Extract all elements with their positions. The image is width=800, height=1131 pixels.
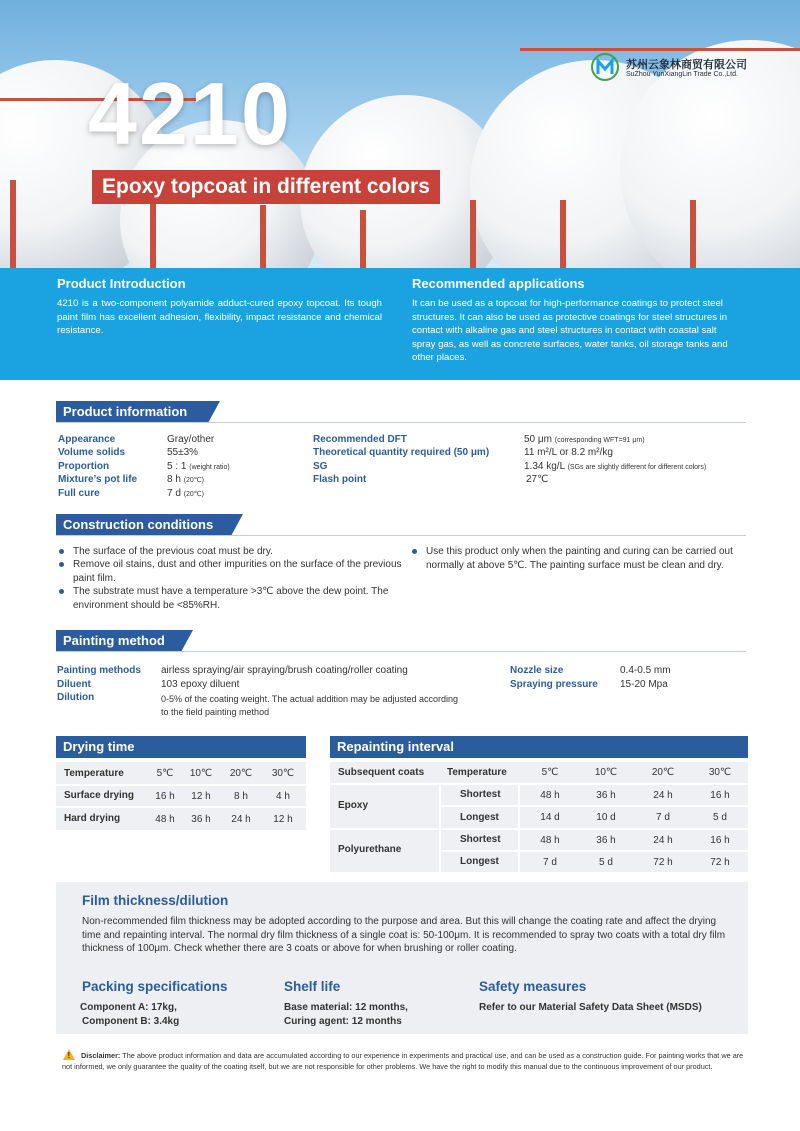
condition-item: The surface of the previous coat must be dry. [57, 545, 403, 559]
table-cell: 36 h [596, 835, 616, 846]
product-code-title: 4210 [88, 64, 292, 163]
table-header-cell: 30℃ [708, 767, 732, 778]
shelf-life-heading: Shelf life [284, 979, 341, 994]
table-cell: 5 d [599, 857, 613, 868]
interval-label: Shortest [460, 834, 501, 845]
info-value: 50 μm (corresponding WFT=91 μm) [524, 434, 645, 445]
table-row-label: Surface drying [64, 790, 135, 801]
table-cell: 12 h [191, 791, 211, 802]
divider [56, 422, 746, 423]
table-cell: 8 h [234, 791, 248, 802]
table-cell: 16 h [710, 835, 730, 846]
company-name-cn: 苏州云象林商贸有限公司 [626, 59, 747, 71]
additional-info-box [56, 882, 748, 1034]
table-cell: 16 h [155, 791, 175, 802]
info-label: Flash point [313, 474, 367, 485]
row-divider [56, 784, 306, 786]
table-cell: 16 h [710, 790, 730, 801]
table-header-cell: 5℃ [156, 768, 174, 779]
info-label: Volume solids [58, 447, 126, 458]
painting-label: Spraying pressure [510, 679, 598, 690]
hero-banner [0, 0, 800, 268]
table-header-cell: Subsequent coats [338, 767, 425, 778]
table-header-cell: Temperature [64, 768, 124, 779]
info-label: Appearance [58, 434, 116, 445]
divider [56, 651, 746, 652]
table-cell: 24 h [653, 790, 673, 801]
table-cell: 36 h [191, 814, 211, 825]
table-cell: 4 h [276, 791, 290, 802]
painting-label: Painting methods [57, 665, 141, 676]
warning-icon-mark: ! [67, 1051, 71, 1060]
pipe-rail [520, 48, 800, 51]
info-label: Proportion [58, 461, 110, 472]
row-divider [330, 828, 748, 830]
tank-leg [690, 200, 696, 268]
product-info-header [56, 401, 746, 423]
disclaimer-label: Disclaimer: [81, 1051, 121, 1060]
shelf-life-line: Curing agent: 12 months [284, 1016, 402, 1027]
disclaimer-text: The above product information and data are accumulated according to our experience in experiments and practical use, and can be used as a construction guide. For painting works that we are not informed, we only guarantee the quality of the coating itself, but we are not responsible for other problems. We have the right to modify this manual due to the continuous improvement of our product. [62, 1051, 744, 1071]
applications-heading: Recommended applications [412, 276, 585, 291]
safety-heading: Safety measures [479, 979, 587, 994]
table-cell: 48 h [155, 814, 175, 825]
info-label: Theoretical quantity required (50 μm) [313, 447, 490, 458]
info-label: SG [313, 461, 328, 472]
condition-item: Remove oil stains, dust and other impurities on the surface of the previous paint film. [57, 558, 403, 585]
tank-leg [360, 210, 366, 268]
construction-header [56, 514, 746, 536]
info-value: 5 : 1 (weight ratio) [167, 461, 230, 472]
coat-type-label: Polyurethane [338, 844, 402, 855]
info-value: 55±3% [167, 447, 199, 458]
info-value: 11 m²/L or 8.2 m²/kg [524, 447, 613, 458]
info-value: 1.34 kg/L (SGs are slightly different for different colors) [524, 461, 707, 472]
table-cell: 72 h [710, 857, 730, 868]
table-header-cell: 10℃ [594, 767, 618, 778]
row-divider [56, 806, 306, 808]
tank-leg [150, 200, 156, 268]
info-value: Gray/other [167, 434, 215, 445]
coat-type-label: Epoxy [338, 800, 369, 811]
table-cell: 48 h [540, 790, 560, 801]
row-divider [330, 783, 748, 785]
company-logo-icon [590, 52, 620, 82]
drying-time-title: Drying time [56, 736, 306, 758]
condition-item: The substrate must have a temperature >3℃ above the dew point. The environment should be <85%RH. [57, 585, 403, 612]
table-cell: 10 d [596, 812, 616, 823]
interval-label: Longest [460, 812, 499, 823]
painting-label: Dilution [57, 692, 95, 703]
table-cell: 5 d [713, 812, 727, 823]
info-value: 8 h (20℃) [167, 474, 204, 485]
tank-leg [470, 200, 476, 268]
section-title: Construction conditions [56, 514, 231, 536]
info-label: Mixture’s pot life [58, 474, 138, 485]
table-cell: 24 h [231, 814, 251, 825]
product-intro-text: 4210 is a two-component polyamide adduct-cured epoxy topcoat. Its tough paint film has excellent adhesion, flexibility, impact resistance and chemical resistance. [57, 298, 382, 336]
table-cell: 36 h [596, 790, 616, 801]
section-title: Painting method [56, 630, 181, 652]
table-cell: 12 h [273, 814, 293, 825]
row-divider [440, 805, 748, 807]
row-divider [440, 850, 748, 852]
applications-text: It can be used as a topcoat for high-performance coatings to protect steel structures. It can also be used as protective coatings for steel structures in contact with alkaline gas and steel structures in contact with coastal salt spray gas, as well as concrete surfaces, water tanks, oil storage tanks and other places. [412, 298, 728, 363]
table-header-cell: 20℃ [229, 768, 253, 779]
interval-label: Shortest [460, 789, 501, 800]
painting-value: airless spraying/air spraying/brush coating/roller coating [161, 665, 408, 676]
table-header-cell: 10℃ [189, 768, 213, 779]
intro-band [0, 268, 800, 380]
tank-leg [560, 200, 566, 268]
interval-label: Longest [460, 856, 499, 867]
table-cell: 72 h [653, 857, 673, 868]
table-cell: 14 d [540, 812, 560, 823]
disclaimer [62, 1050, 752, 1072]
table-header-cell: Temperature [447, 767, 507, 778]
tank-leg [260, 205, 266, 268]
painting-label: Nozzle size [510, 665, 564, 676]
table-header-cell: 30℃ [271, 768, 295, 779]
safety-line: Refer to our Material Safety Data Sheet (MSDS) [479, 1002, 702, 1013]
painting-label: Diluent [57, 679, 91, 690]
condition-item: Use this product only when the painting and curing can be carried out normally at above 5℃. The painting surface must be clean and dry. [410, 545, 756, 572]
product-subtitle: Epoxy topcoat in different colors [92, 170, 440, 204]
product-intro-heading: Product Introduction [57, 276, 186, 291]
packing-line: Component B: 3.4kg [82, 1016, 180, 1027]
info-label: Recommended DFT [313, 434, 407, 445]
table-cell: 48 h [540, 835, 560, 846]
painting-value: 15-20 Mpa [620, 679, 668, 690]
table-row-label: Hard drying [64, 813, 121, 824]
table-cell: 7 d [543, 857, 557, 868]
film-thickness-text: Non-recommended film thickness may be adopted according to the purpose and area. But this will change the coating rate and affect the drying time and repainting interval. The normal dry film thickness of a single coat is: 50-100μm. It is recommended to spray two coats with a total dry film thickness of 100μm. Check whether there are 3 coats or above for when brushing or roller coating. [82, 916, 726, 954]
info-label: Full cure [58, 488, 100, 499]
col-divider [518, 783, 520, 872]
table-header-cell: 20℃ [651, 767, 675, 778]
table-cell: 24 h [653, 835, 673, 846]
film-thickness-heading: Film thickness/dilution [82, 893, 229, 908]
packing-line: Component A: 17kg, [80, 1002, 177, 1013]
painting-method-header [56, 630, 746, 652]
table-header-cell: 5℃ [541, 767, 559, 778]
info-value: 27℃ [526, 474, 549, 485]
table-cell: 7 d [656, 812, 670, 823]
repaint-interval-title: Repainting interval [330, 736, 748, 758]
divider [56, 535, 746, 536]
info-value: 7 d (20℃) [167, 488, 204, 499]
painting-value: 0.4-0.5 mm [620, 665, 671, 676]
shelf-life-line: Base material: 12 months, [284, 1002, 408, 1013]
painting-value: 103 epoxy diluent [161, 679, 240, 690]
col-divider [439, 783, 441, 872]
painting-value: 0-5% of the coating weight. The actual addition may be adjusted according to the field painting method [161, 694, 459, 717]
tank-leg [10, 180, 16, 268]
section-title: Product information [56, 401, 208, 423]
packing-heading: Packing specifications [82, 979, 228, 994]
company-name-en: SuZhou YunXiangLin Trade Co.,Ltd. [626, 71, 738, 78]
